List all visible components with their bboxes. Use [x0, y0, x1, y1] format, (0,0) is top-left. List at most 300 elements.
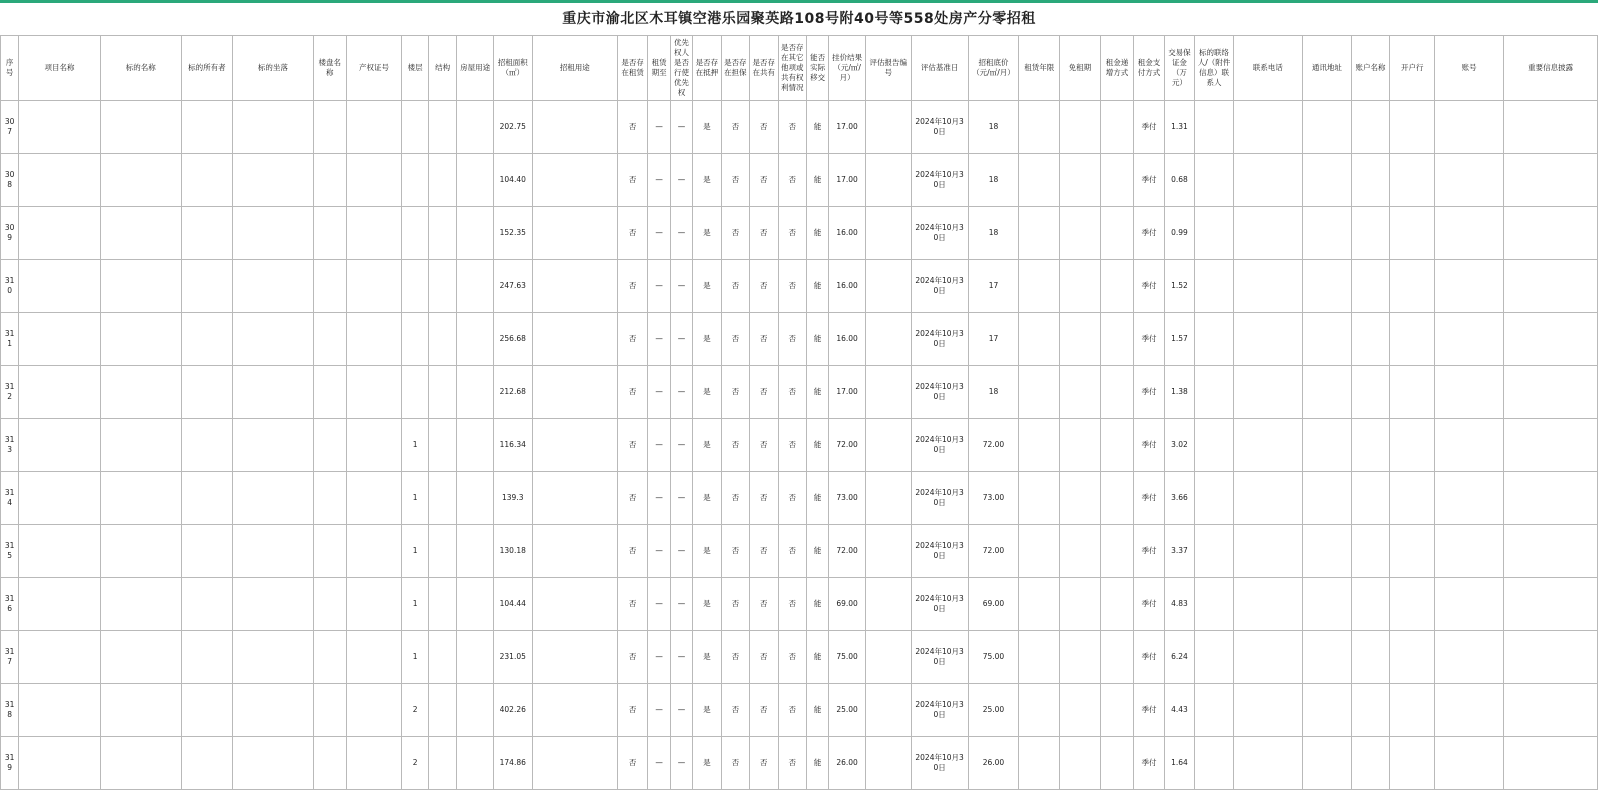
table-cell: 否 — [778, 684, 806, 737]
table-cell — [1435, 578, 1504, 631]
table-cell — [532, 419, 617, 472]
column-header: 是否存在共有 — [750, 36, 778, 101]
table-cell: 308 — [1, 154, 19, 207]
table-cell: 否 — [750, 154, 778, 207]
table-cell — [457, 207, 494, 260]
table-cell — [232, 366, 313, 419]
table-cell — [1435, 419, 1504, 472]
table-cell: 能 — [806, 207, 828, 260]
table-cell — [865, 313, 911, 366]
table-cell: 否 — [750, 631, 778, 684]
table-cell: 季付 — [1134, 419, 1164, 472]
column-header: 优先权人是否行使优先权 — [670, 36, 692, 101]
table-cell: 231.05 — [493, 631, 532, 684]
table-cell: 16.00 — [829, 313, 866, 366]
table-cell — [1060, 154, 1101, 207]
table-cell: 310 — [1, 260, 19, 313]
table-cell — [1351, 419, 1390, 472]
table-cell — [1233, 525, 1302, 578]
table-cell — [428, 525, 456, 578]
table-cell: 能 — [806, 101, 828, 154]
table-cell — [100, 684, 181, 737]
table-cell — [1351, 472, 1390, 525]
table-cell — [1019, 525, 1060, 578]
table-cell — [1390, 472, 1435, 525]
table-cell — [346, 207, 402, 260]
table-cell: 26.00 — [968, 737, 1019, 790]
table-cell — [100, 366, 181, 419]
table-cell — [1060, 313, 1101, 366]
table-cell: 季付 — [1134, 313, 1164, 366]
column-header: 重要信息披露 — [1504, 36, 1598, 101]
table-cell — [1390, 366, 1435, 419]
table-cell — [232, 737, 313, 790]
table-cell — [346, 313, 402, 366]
table-cell — [19, 472, 100, 525]
column-header: 是否存在租赁 — [617, 36, 647, 101]
table-cell: 1.31 — [1164, 101, 1194, 154]
table-cell: 3.66 — [1164, 472, 1194, 525]
table-cell: 否 — [721, 472, 749, 525]
table-cell — [346, 525, 402, 578]
table-cell — [865, 101, 911, 154]
table-cell: 2024年10月30日 — [911, 472, 968, 525]
table-cell: 174.86 — [493, 737, 532, 790]
table-cell — [232, 578, 313, 631]
table-cell — [314, 260, 347, 313]
table-cell — [1019, 207, 1060, 260]
table-cell — [1351, 154, 1390, 207]
column-header: 产权证号 — [346, 36, 402, 101]
table-cell: 2 — [402, 737, 428, 790]
table-cell: 139.3 — [493, 472, 532, 525]
table-cell — [19, 684, 100, 737]
table-cell — [19, 737, 100, 790]
table-cell — [457, 260, 494, 313]
column-header: 楼层 — [402, 36, 428, 101]
table-cell — [1302, 260, 1351, 313]
table-cell — [1100, 631, 1134, 684]
table-cell — [19, 419, 100, 472]
table-cell: 否 — [721, 154, 749, 207]
table-cell: 能 — [806, 578, 828, 631]
table-cell — [1060, 631, 1101, 684]
table-cell: 16.00 — [829, 207, 866, 260]
table-cell — [1435, 154, 1504, 207]
table-cell: 否 — [778, 366, 806, 419]
table-cell — [1019, 366, 1060, 419]
table-cell — [314, 313, 347, 366]
sheet-title: 重庆市渝北区木耳镇空港乐园聚英路108号附40号等558处房产分零招租 — [562, 11, 1036, 27]
table-cell — [1504, 684, 1598, 737]
table-cell: 否 — [750, 419, 778, 472]
table-cell — [232, 101, 313, 154]
table-cell — [346, 260, 402, 313]
table-cell: 104.40 — [493, 154, 532, 207]
table-cell: 18 — [968, 154, 1019, 207]
table-cell — [1351, 207, 1390, 260]
table-cell: 否 — [617, 313, 647, 366]
table-cell — [346, 578, 402, 631]
table-cell — [1435, 313, 1504, 366]
table-row — [1, 419, 1598, 472]
table-cell: 否 — [750, 525, 778, 578]
table-cell — [1195, 578, 1234, 631]
table-cell: 256.68 — [493, 313, 532, 366]
table-cell: 315 — [1, 525, 19, 578]
table-cell: 212.68 — [493, 366, 532, 419]
table-cell — [1390, 313, 1435, 366]
table-cell — [1233, 472, 1302, 525]
table-cell: — — [648, 260, 670, 313]
table-cell — [1435, 737, 1504, 790]
table-cell — [1351, 525, 1390, 578]
table-cell — [1195, 631, 1234, 684]
table-cell — [457, 578, 494, 631]
table-cell — [232, 631, 313, 684]
table-cell: 是 — [693, 207, 721, 260]
table-cell: — — [648, 366, 670, 419]
table-cell: 2024年10月30日 — [911, 313, 968, 366]
table-cell: 402.26 — [493, 684, 532, 737]
table-cell — [532, 737, 617, 790]
table-cell: 307 — [1, 101, 19, 154]
table-cell: 能 — [806, 313, 828, 366]
header-row — [1, 36, 1598, 101]
table-cell: — — [670, 578, 692, 631]
table-row — [1, 525, 1598, 578]
table-cell: 4.43 — [1164, 684, 1194, 737]
table-cell — [1351, 684, 1390, 737]
table-cell — [428, 737, 456, 790]
table-cell — [1302, 525, 1351, 578]
table-cell — [1504, 578, 1598, 631]
table-cell: 1 — [402, 631, 428, 684]
table-cell — [19, 366, 100, 419]
table-cell: 否 — [778, 260, 806, 313]
table-cell — [865, 260, 911, 313]
table-cell — [346, 101, 402, 154]
table-cell: 否 — [721, 737, 749, 790]
table-cell — [1435, 207, 1504, 260]
table-cell: — — [670, 313, 692, 366]
table-cell: 72.00 — [829, 419, 866, 472]
table-cell: 否 — [778, 737, 806, 790]
table-cell: 能 — [806, 684, 828, 737]
table-cell — [1019, 260, 1060, 313]
table-cell — [100, 313, 181, 366]
table-cell: 否 — [778, 578, 806, 631]
column-header: 标的所有者 — [181, 36, 232, 101]
column-header: 标的联络人/（附件信息）联系人 — [1195, 36, 1234, 101]
table-cell — [532, 366, 617, 419]
column-header: 标的名称 — [100, 36, 181, 101]
table-cell: 季付 — [1134, 525, 1164, 578]
table-cell — [1019, 737, 1060, 790]
table-cell — [457, 101, 494, 154]
table-cell: 75.00 — [968, 631, 1019, 684]
table-cell — [314, 101, 347, 154]
table-cell — [1060, 366, 1101, 419]
table-cell: 否 — [778, 472, 806, 525]
table-cell: 2024年10月30日 — [911, 631, 968, 684]
table-cell — [428, 313, 456, 366]
table-cell — [1351, 578, 1390, 631]
column-header: 挂价结果（元/㎡/月） — [829, 36, 866, 101]
table-cell — [1100, 578, 1134, 631]
table-cell: 25.00 — [968, 684, 1019, 737]
table-cell: 18 — [968, 207, 1019, 260]
table-cell: 季付 — [1134, 578, 1164, 631]
table-cell — [1060, 525, 1101, 578]
table-cell — [457, 419, 494, 472]
table-cell: 17.00 — [829, 101, 866, 154]
table-cell: 季付 — [1134, 366, 1164, 419]
table-cell: 3.37 — [1164, 525, 1194, 578]
table-cell — [181, 525, 232, 578]
table-cell — [457, 313, 494, 366]
table-cell — [181, 207, 232, 260]
table-cell: — — [670, 419, 692, 472]
table-cell: 26.00 — [829, 737, 866, 790]
table-cell — [1390, 737, 1435, 790]
table-cell — [346, 154, 402, 207]
table-cell: 2024年10月30日 — [911, 260, 968, 313]
table-cell — [1390, 525, 1435, 578]
table-cell — [19, 313, 100, 366]
table-cell — [1060, 207, 1101, 260]
table-cell: 能 — [806, 419, 828, 472]
table-cell: 247.63 — [493, 260, 532, 313]
table-cell: 否 — [721, 578, 749, 631]
table-cell: 否 — [721, 260, 749, 313]
table-cell: — — [670, 260, 692, 313]
table-cell: — — [670, 684, 692, 737]
table-row — [1, 737, 1598, 790]
table-cell: 316 — [1, 578, 19, 631]
column-header: 结构 — [428, 36, 456, 101]
table-cell — [532, 207, 617, 260]
table-cell — [428, 260, 456, 313]
table-cell — [181, 472, 232, 525]
table-cell — [457, 737, 494, 790]
table-cell: 否 — [778, 525, 806, 578]
table-cell — [865, 525, 911, 578]
table-cell — [1100, 154, 1134, 207]
table-cell — [100, 631, 181, 684]
table-cell — [232, 154, 313, 207]
table-cell: 2024年10月30日 — [911, 207, 968, 260]
table-cell: 1.64 — [1164, 737, 1194, 790]
table-cell — [1195, 207, 1234, 260]
table-cell: 1.57 — [1164, 313, 1194, 366]
table-cell: 0.68 — [1164, 154, 1194, 207]
table-cell: 是 — [693, 366, 721, 419]
table-cell: 否 — [750, 472, 778, 525]
table-cell: 1 — [402, 525, 428, 578]
table-row — [1, 684, 1598, 737]
table-cell — [346, 737, 402, 790]
table-cell — [1195, 313, 1234, 366]
table-cell — [1390, 101, 1435, 154]
table-cell — [1302, 313, 1351, 366]
table-cell: 18 — [968, 366, 1019, 419]
column-header: 联系电话 — [1233, 36, 1302, 101]
table-cell — [428, 631, 456, 684]
table-cell: 17.00 — [829, 154, 866, 207]
table-cell: 否 — [778, 313, 806, 366]
table-cell: 1 — [402, 578, 428, 631]
table-cell — [457, 525, 494, 578]
table-cell — [1195, 366, 1234, 419]
table-cell — [1019, 154, 1060, 207]
table-cell — [1060, 419, 1101, 472]
table-row — [1, 472, 1598, 525]
table-cell — [532, 313, 617, 366]
table-cell: 0.99 — [1164, 207, 1194, 260]
table-cell — [1019, 684, 1060, 737]
table-cell: 17.00 — [829, 366, 866, 419]
table-cell — [181, 419, 232, 472]
table-cell — [1435, 631, 1504, 684]
table-cell — [457, 366, 494, 419]
table-cell: 否 — [617, 419, 647, 472]
table-cell: 季付 — [1134, 737, 1164, 790]
table-cell: 18 — [968, 101, 1019, 154]
table-cell — [1195, 525, 1234, 578]
table-cell — [1060, 684, 1101, 737]
table-cell: 2024年10月30日 — [911, 684, 968, 737]
table-cell: — — [648, 684, 670, 737]
table-cell — [1302, 419, 1351, 472]
table-cell: 季付 — [1134, 684, 1164, 737]
table-cell — [314, 366, 347, 419]
table-cell: 是 — [693, 684, 721, 737]
table-cell: 能 — [806, 366, 828, 419]
table-cell: 312 — [1, 366, 19, 419]
table-cell — [532, 260, 617, 313]
table-cell — [1233, 631, 1302, 684]
table-cell: 72.00 — [968, 525, 1019, 578]
table-cell: 152.35 — [493, 207, 532, 260]
table-cell: 否 — [750, 366, 778, 419]
table-cell: 否 — [750, 684, 778, 737]
table-cell — [181, 684, 232, 737]
table-cell: 否 — [721, 366, 749, 419]
table-cell — [100, 154, 181, 207]
table-cell: 否 — [778, 101, 806, 154]
table-cell — [1195, 419, 1234, 472]
table-cell — [428, 684, 456, 737]
table-cell — [232, 260, 313, 313]
table-cell — [1435, 525, 1504, 578]
table-cell: 2024年10月30日 — [911, 525, 968, 578]
column-header: 开户行 — [1390, 36, 1435, 101]
table-cell — [100, 578, 181, 631]
column-header: 账户名称 — [1351, 36, 1390, 101]
table-cell — [1233, 207, 1302, 260]
table-cell: 317 — [1, 631, 19, 684]
table-cell: 69.00 — [968, 578, 1019, 631]
table-cell — [428, 207, 456, 260]
table-cell: 是 — [693, 631, 721, 684]
table-cell: 75.00 — [829, 631, 866, 684]
table-cell — [1435, 101, 1504, 154]
table-cell — [19, 260, 100, 313]
table-cell — [532, 684, 617, 737]
table-row — [1, 207, 1598, 260]
table-cell: 是 — [693, 419, 721, 472]
table-cell: 否 — [617, 260, 647, 313]
table-cell — [1195, 154, 1234, 207]
table-cell — [1060, 737, 1101, 790]
table-cell — [1100, 684, 1134, 737]
table-cell — [1195, 737, 1234, 790]
table-cell — [1233, 366, 1302, 419]
table-cell: 能 — [806, 631, 828, 684]
table-cell — [232, 525, 313, 578]
table-cell — [865, 684, 911, 737]
table-cell — [1019, 101, 1060, 154]
table-cell: 2024年10月30日 — [911, 737, 968, 790]
table-cell — [1302, 366, 1351, 419]
table-cell — [1504, 419, 1598, 472]
table-cell: 73.00 — [829, 472, 866, 525]
table-cell — [100, 260, 181, 313]
table-cell — [1351, 101, 1390, 154]
table-cell — [1302, 472, 1351, 525]
table-cell: — — [648, 578, 670, 631]
table-cell — [1302, 154, 1351, 207]
table-cell — [1390, 207, 1435, 260]
table-cell — [100, 737, 181, 790]
table-cell: — — [648, 737, 670, 790]
table-cell — [1019, 472, 1060, 525]
table-cell: 季付 — [1134, 207, 1164, 260]
table-cell — [1302, 684, 1351, 737]
table-cell — [1504, 366, 1598, 419]
table-cell — [346, 366, 402, 419]
table-cell — [181, 260, 232, 313]
table-cell — [1302, 631, 1351, 684]
table-cell: 否 — [750, 578, 778, 631]
table-cell — [1504, 154, 1598, 207]
column-header: 标的坐落 — [232, 36, 313, 101]
table-cell — [314, 684, 347, 737]
table-cell — [1233, 101, 1302, 154]
table-cell: 否 — [617, 684, 647, 737]
table-cell: — — [670, 631, 692, 684]
table-cell — [1100, 419, 1134, 472]
table-cell — [1060, 578, 1101, 631]
table-cell — [1390, 684, 1435, 737]
table-cell — [181, 101, 232, 154]
table-cell — [402, 154, 428, 207]
table-cell: 否 — [750, 260, 778, 313]
table-cell: 1.38 — [1164, 366, 1194, 419]
table-cell — [1060, 472, 1101, 525]
table-cell — [428, 472, 456, 525]
table-cell — [19, 578, 100, 631]
table-cell: 313 — [1, 419, 19, 472]
table-cell — [1233, 737, 1302, 790]
table-cell — [865, 578, 911, 631]
table-cell — [1390, 578, 1435, 631]
table-cell — [1302, 101, 1351, 154]
table-cell — [1195, 684, 1234, 737]
table-cell — [232, 419, 313, 472]
table-cell: 309 — [1, 207, 19, 260]
